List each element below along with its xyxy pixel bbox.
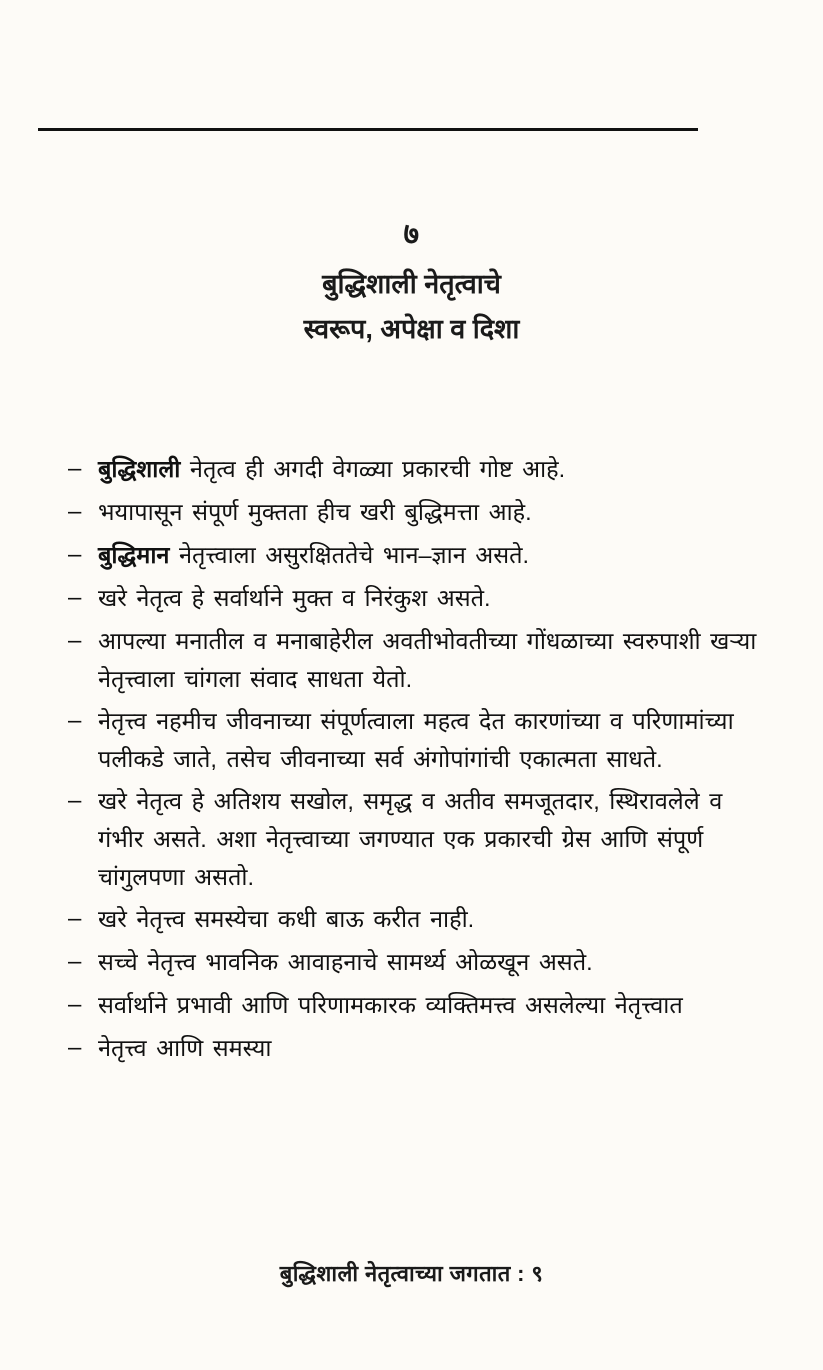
list-item-text <box>98 986 758 1024</box>
list-item <box>68 536 758 575</box>
bullet-marker: – <box>68 786 82 814</box>
chapter-title-line-1: बुद्धिशाली नेतृत्वाचे <box>322 269 501 299</box>
list-item <box>68 579 758 618</box>
list-item-text <box>98 943 758 981</box>
page-footer: बुद्धिशाली नेतृत्वाच्या जगतात : ९ <box>279 1261 544 1286</box>
list-item <box>68 493 758 532</box>
list-item-text <box>98 900 758 938</box>
list-item-lead: बुद्धिमान <box>98 541 170 568</box>
list-item-rest: नेतृत्व ही अगदी वेगळ्या प्रकारची गोष्ट आहे. <box>180 456 566 482</box>
header-rule <box>38 128 698 131</box>
list-item-rest: भयापासून संपूर्ण मुक्तता हीच खरी बुद्धिमत्ता आहे. <box>98 498 532 525</box>
bullet-marker: – <box>68 626 82 654</box>
list-item-rest: नेतृत्त्व नहमीच जीवनाच्या संपूर्णत्वाला महत्व देत कारणांच्या व परिणामांच्या पलीकडे जाते, तसेच जीवनाच्या सर्व अंगोपांगांची एकात्मता साधते. <box>98 707 734 772</box>
list-item <box>68 1029 758 1068</box>
list-item <box>68 986 758 1025</box>
bullet-marker: – <box>68 583 82 611</box>
list-item <box>68 622 758 698</box>
list-item-rest: आपल्या मनातील व मनाबाहेरील अवतीभोवतीच्या गोंधळाच्या स्वरुपाशी खऱ्या नेतृत्त्वाला चांगला संवाद साधता येतो. <box>98 627 757 692</box>
list-item-rest: खरे नेतृत्त्व समस्येचा कधी बाऊ करीत नाही. <box>98 905 475 932</box>
chapter-title <box>0 262 823 351</box>
bullet-marker: – <box>68 497 82 525</box>
list-item-rest: सर्वार्थाने प्रभावी आणि परिणामकारक व्यक्तिमत्त्व असलेल्या नेतृत्त्वात <box>98 991 683 1018</box>
bullet-marker: – <box>68 1033 82 1061</box>
bullet-marker: – <box>68 904 82 932</box>
bullet-marker: – <box>68 947 82 975</box>
list-item-rest: नेतृत्त्वाला असुरक्षिततेचे भान–ज्ञान असते. <box>169 541 530 568</box>
bullet-marker: – <box>68 990 82 1018</box>
list-item <box>68 782 758 896</box>
list-item-text <box>98 536 758 574</box>
chapter-number: ७ <box>403 218 420 251</box>
list-item-text <box>98 450 758 488</box>
list-item <box>68 702 758 778</box>
bullet-marker: – <box>68 540 82 568</box>
bullet-list <box>68 450 758 1071</box>
list-item-text <box>98 782 758 896</box>
list-item-lead: बुद्धिशाली <box>98 456 181 482</box>
list-item-rest: सच्चे नेतृत्त्व भावनिक आवाहनाचे सामर्थ्य ओळखून असते. <box>98 948 593 975</box>
list-item <box>68 943 758 982</box>
list-item <box>68 450 758 489</box>
bullet-marker: – <box>68 706 82 734</box>
list-item-text <box>98 702 758 778</box>
bullet-marker: – <box>68 455 82 482</box>
list-item-text <box>98 1029 758 1067</box>
list-item <box>68 900 758 939</box>
list-item-text <box>98 493 758 531</box>
list-item-rest: नेतृत्त्व आणि समस्या <box>98 1034 272 1061</box>
chapter-title-line-2: स्वरूप, अपेक्षा व दिशा <box>303 313 520 344</box>
list-item-text <box>98 579 758 617</box>
list-item-text <box>98 622 758 698</box>
list-item-rest: खरे नेतृत्व हे सर्वार्थाने मुक्त व निरंकुश असते. <box>98 584 491 611</box>
list-item-rest: खरे नेतृत्व हे अतिशय सखोल, समृद्ध व अतीव समजूतदार, स्थिरावलेले व गंभीर असते. अशा नेतृत्त्वाच्या जगण्यात एक प्रकारची ग्रेस आणि संपूर्ण चांगुलपणा असतो. <box>98 787 723 890</box>
